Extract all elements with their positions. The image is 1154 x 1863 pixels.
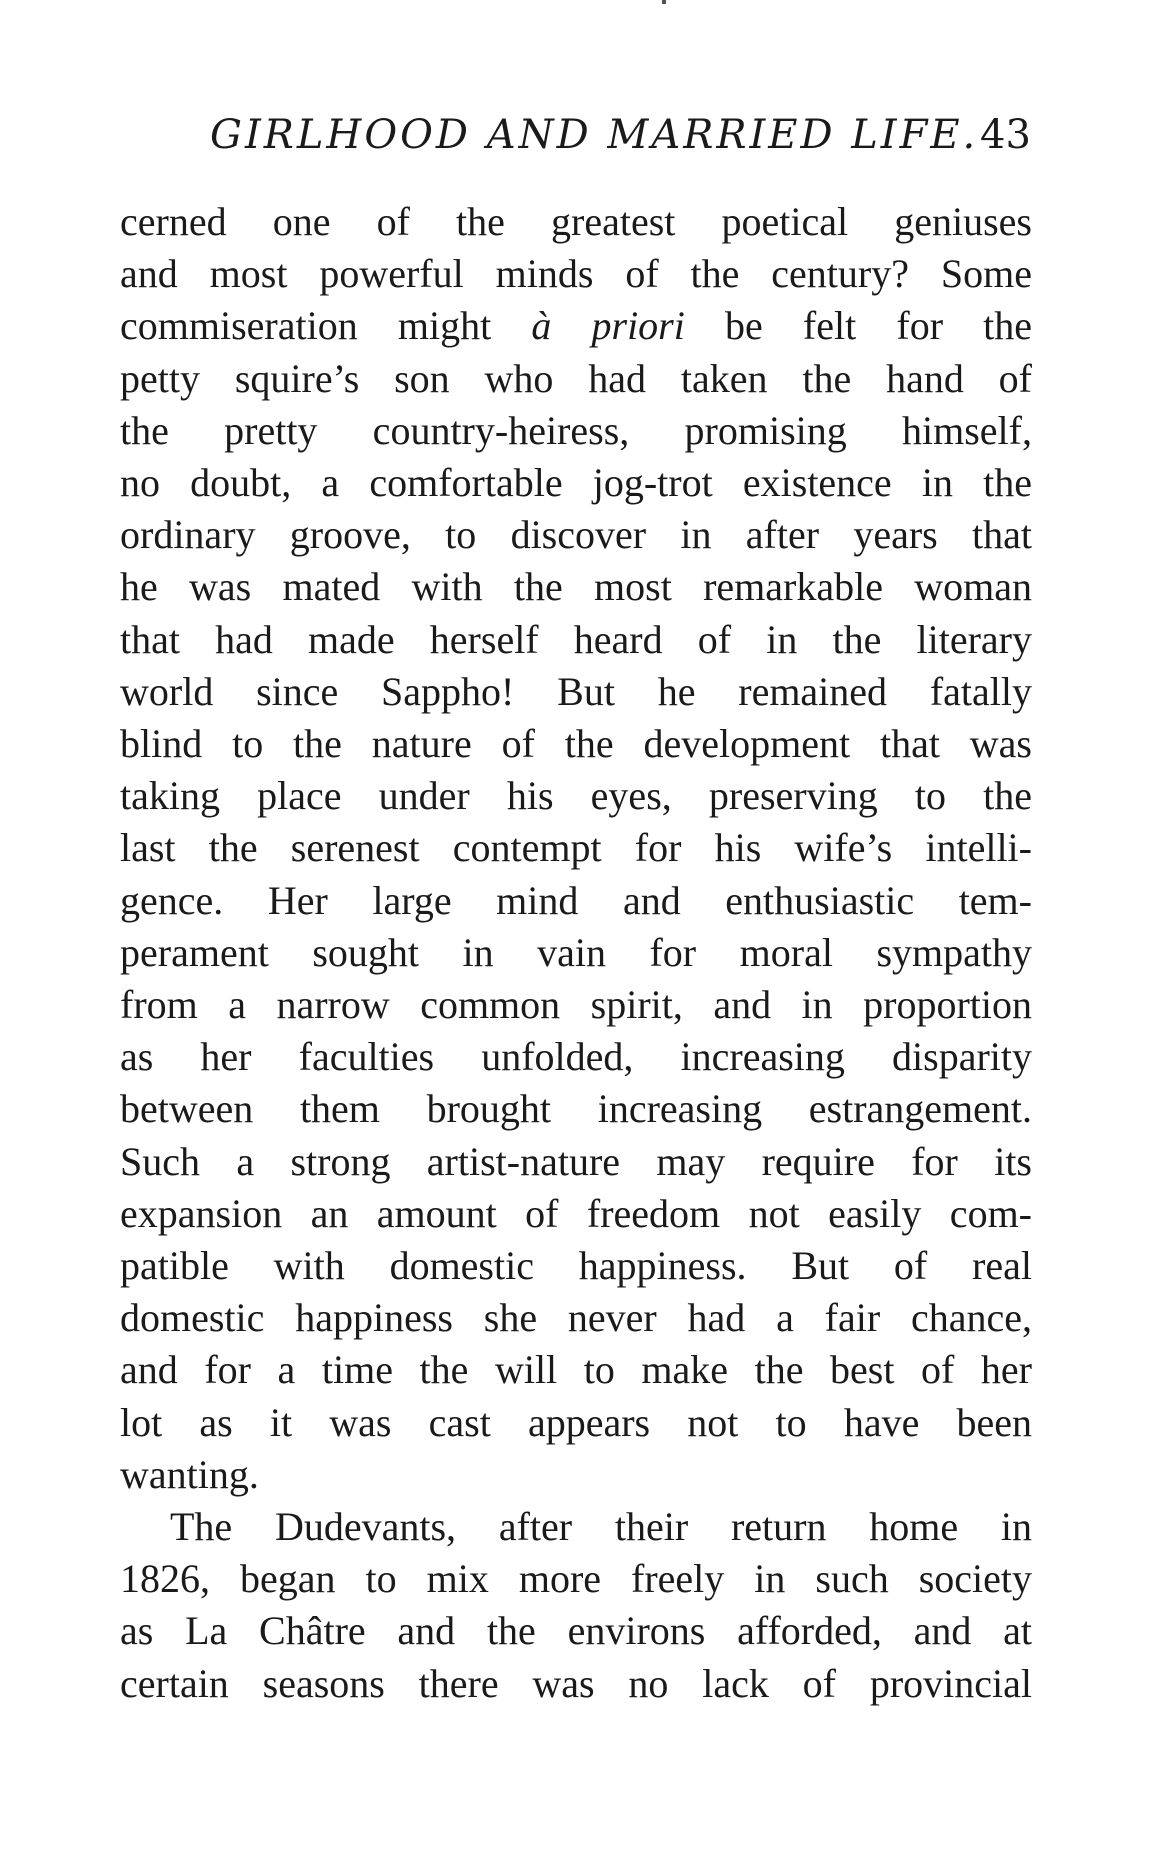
text-line: ordinary groove, to discover in after years that (120, 512, 1032, 558)
text-line: as La Châtre and the environs afforded, and at (120, 1608, 1032, 1654)
text-line: wanting. (120, 1451, 259, 1497)
text-line: perament sought in vain for moral sympathy (120, 929, 1032, 975)
text-segment: be felt for the (725, 303, 1033, 349)
text-line: no doubt, a comfortable jog-trot existence in the (120, 460, 1032, 506)
text-line: gence. Her large mind and enthusiastic tem- (120, 877, 1032, 923)
text-line: and most powerful minds of the century? Some (120, 251, 1032, 297)
text-line: 1826, began to mix more freely in such society (120, 1556, 1032, 1602)
text-segment: commiseration might (120, 303, 492, 349)
text-line: cerned one of the greatest poetical geniuses (120, 199, 1032, 244)
text-line: world since Sappho! But he remained fatally (120, 668, 1032, 714)
text-line (120, 300, 1032, 352)
text-line: expansion an amount of freedom not easily com- (120, 1190, 1032, 1236)
text-line: he was mated with the most remarkable woman (120, 564, 1032, 610)
text-line: lot as it was cast appears not to have been (120, 1399, 1032, 1445)
text-line: patible with domestic happiness. But of real (120, 1243, 1032, 1289)
text-line: domestic happiness she never had a fair chance, (120, 1295, 1032, 1341)
italic-phrase: à priori (531, 303, 685, 349)
text-line: as her faculties unfolded, increasing disparity (120, 1034, 1032, 1080)
running-head: GIRLHOOD AND MARRIED LIFE. (210, 112, 979, 158)
text-line: taking place under his eyes, preserving to the (120, 773, 1032, 819)
scan-mark (662, 0, 666, 4)
text-line: certain seasons there was no lack of provincial (120, 1660, 1032, 1706)
text-line: blind to the nature of the development that was (120, 721, 1032, 767)
text-line: the pretty country-heiress, promising himself, (120, 407, 1032, 453)
text-line: between them brought increasing estrangement. (120, 1086, 1032, 1132)
body-text (120, 196, 1032, 1710)
text-line: Such a strong artist-nature may require for its (120, 1138, 1032, 1184)
text-line: last the serenest contempt for his wife’s intelli- (120, 825, 1032, 871)
text-line: that had made herself heard of in the literary (120, 616, 1032, 662)
text-line: and for a time the will to make the best of her (120, 1347, 1032, 1393)
paragraph-first-line: The Dudevants, after their return home in (170, 1504, 1032, 1550)
page-number: 43 (980, 112, 1031, 158)
text-line: from a narrow common spirit, and in proportion (120, 982, 1032, 1028)
text-line: petty squire’s son who had taken the hand of (120, 355, 1032, 401)
